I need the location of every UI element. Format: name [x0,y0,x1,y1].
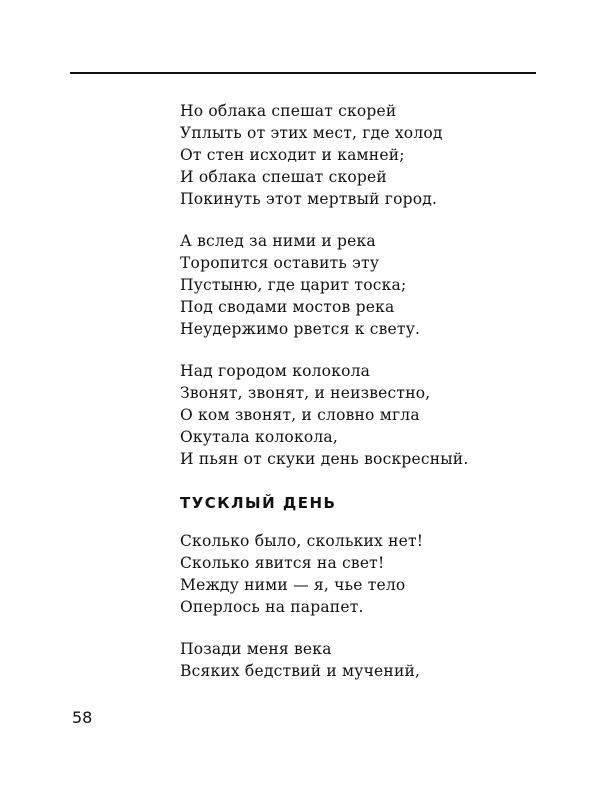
verse-line: Сколько явится на свет! [180,554,385,572]
verse-line: Но облака спешат скорей [180,102,397,120]
verse-line: Неудержимо рвется к свету. [180,320,421,338]
verse-line: Звонят, звонят, и неизвестно, [180,384,431,402]
stanza [180,230,600,340]
page-number: 58 [72,708,93,727]
verse-line: Окутала колокола, [180,428,338,446]
verse-line: Покинуть этот мертвый город. [180,190,438,208]
verse-line: Торопится оставить эту [180,254,380,272]
poem-title: ТУСКЛЫЙ ДЕНЬ [180,494,337,512]
stanza [180,638,600,682]
poem-text [180,100,600,682]
verse-line: Позади меня века [180,640,332,658]
top-rule [70,72,536,74]
verse-line: Уплыть от этих мест, где холод [180,124,443,142]
verse-line: О ком звонят, и словно мгла [180,406,420,424]
stanza [180,100,600,210]
stanza [180,530,600,618]
verse-line: И пьян от скуки день воскресный. [180,450,469,468]
verse-line: Над городом колокола [180,362,371,380]
verse-line: Сколько было, скольких нет! [180,532,424,550]
verse-line: От стен исходит и камней; [180,146,405,164]
stanza [180,360,600,470]
verse-line: Между ними — я, чье тело [180,576,406,594]
verse-line: И облака спешат скорей [180,168,387,186]
verse-line: А вслед за ними и река [180,232,376,250]
verse-line: Под сводами мостов река [180,298,395,316]
verse-line: Всяких бедствий и мучений, [180,662,421,680]
verse-line: Оперлось на парапет. [180,598,364,616]
verse-line: Пустыню, где царит тоска; [180,276,407,294]
